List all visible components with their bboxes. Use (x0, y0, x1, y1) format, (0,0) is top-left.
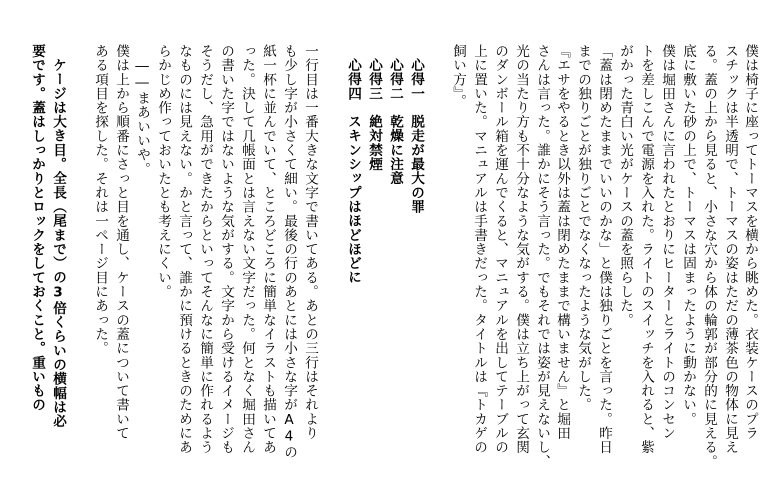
text-line: までの独りごとが独りごとでなくなったような気がした。 (575, 44, 591, 412)
text-line: 底に敷いた砂の上で、トーマスは固まったように動かない。 (680, 44, 696, 427)
text-line: ――まあいいや。 (134, 58, 150, 176)
bold-note-line: ケージは大き目。全長（尾まで）の3倍くらいの横幅は必 (50, 58, 66, 429)
text-line: 飼い方』。 (450, 44, 466, 108)
text-line: トを差しこんで電源を入れた。ライトのスイッチを入れると、紫 (638, 44, 654, 455)
text-line: 上に置いた。マニュアルは手書きだった。タイトルは『トカゲの (471, 44, 487, 455)
text-line: の書いた字ではないような気がする。文字から受けるイメージも (218, 44, 234, 455)
text-line: 『エサをやるとき以外は蓋は閉めたままで構いません』と堀田 (554, 44, 570, 441)
text-line: なものには見えない。かと言って、誰かに預けるときのためにあ (176, 44, 192, 455)
rule-item: 心得四 スキンシップはほどほどに (345, 58, 361, 285)
text-line: スチックは半透明で、トーマスの姿はただの薄茶色の物体に見え (722, 44, 738, 455)
text-line: 「蓋は閉めたままでいいのかな」と僕は独りごとを言った。昨日 (596, 44, 612, 455)
text-line: のダンボール箱を運んでくると、マニュアルを出してテーブルの (492, 44, 508, 455)
bold-note-line: 要です。蓋はしっかりとロックをしておくこと。重いもの (29, 44, 45, 412)
text-line: らかじめ作っておいたとも考えにくい。 (155, 44, 171, 299)
text-line: 僕は堀田さんに言われたとおりにヒーターとライトのコンセン (659, 44, 675, 441)
text-line: ある項目を探した。それは一ページ目にあった。 (92, 44, 108, 356)
text-line: る。蓋の上から見ると、小さな穴から体の輪郭が部分的に見える。 (701, 44, 717, 469)
text-line: そうだし、急用ができたからといってそんなに簡単に作れるよう (197, 44, 213, 455)
text-line: った。決して几帳面とは言えない文字だった。何となく堀田さん (239, 44, 255, 455)
text-line: 僕は椅子に座ってトーマスを横から眺めた。衣装ケースのプラ (742, 44, 758, 441)
text-line: 一行目は一番大きな文字で書いてある。あとの三行はそれより (302, 44, 318, 441)
text-line: 紙一杯に並んでいて、ところどころに簡単なイラストも描いてあ (260, 44, 276, 455)
text-line: さんは言った。誰かにそう言った。でもそれでは姿が見えないし、 (534, 44, 550, 469)
text-line: 僕は上から順番にさっと目を通し、ケースの蓋について書いて (113, 44, 129, 441)
text-line: がかった青白い光がケースの蓋を照らした。 (617, 44, 633, 327)
text-line: も少し字が小さくて細い。最後の行のあとには小さな字がA4の (281, 44, 297, 460)
rule-item: 心得二 乾燥に注意 (387, 58, 403, 186)
text-line: 光の当たり方も不十分なような気がする。僕は立ち上がって玄関 (513, 44, 529, 455)
rule-item: 心得三 絶対禁煙 (366, 58, 382, 172)
rule-item: 心得一 脱走が最大の罪 (408, 58, 424, 214)
